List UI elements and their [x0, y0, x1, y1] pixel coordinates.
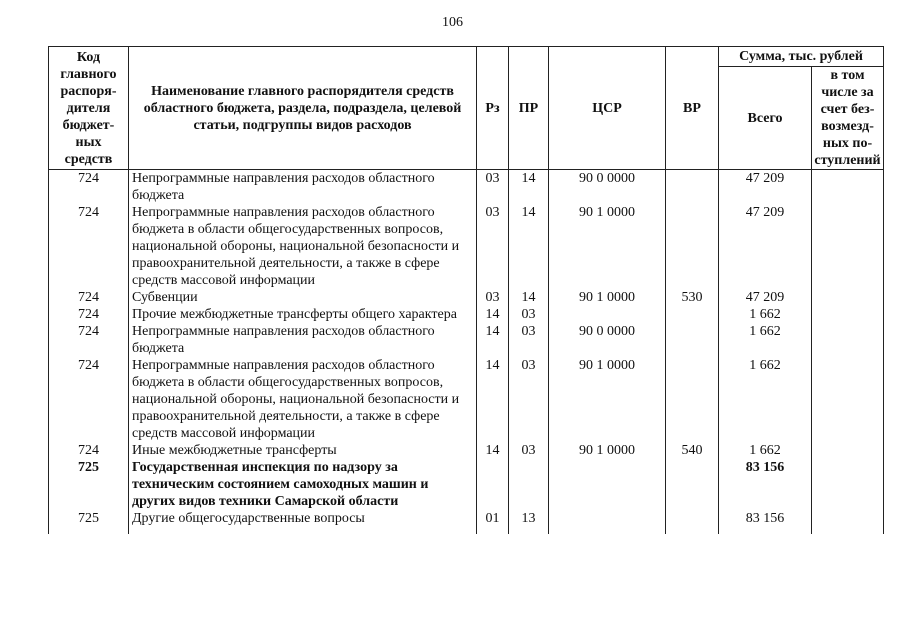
- cell-csr: 90 1 0000: [549, 289, 666, 306]
- cell-free: [812, 170, 884, 205]
- table-row: [49, 204, 884, 289]
- cell-total: 1 662: [719, 323, 812, 357]
- cell-total: 1 662: [719, 357, 812, 442]
- cell-name: Непрограммные направления расходов областного бюджета: [129, 170, 477, 205]
- cell-vr: [666, 459, 719, 510]
- table-row: [49, 306, 884, 323]
- cell-total: 1 662: [719, 442, 812, 459]
- cell-vr: 540: [666, 442, 719, 459]
- header-csr: ЦСР: [549, 47, 666, 170]
- cell-code: 724: [49, 442, 129, 459]
- cell-code: 724: [49, 306, 129, 323]
- cell-free: [812, 306, 884, 323]
- cell-pr: 03: [509, 357, 549, 442]
- cell-vr: [666, 204, 719, 289]
- cell-code: 725: [49, 510, 129, 534]
- cell-csr: 90 0 0000: [549, 323, 666, 357]
- cell-vr: [666, 510, 719, 534]
- cell-csr: 90 1 0000: [549, 442, 666, 459]
- cell-vr: [666, 357, 719, 442]
- cell-rz: 14: [477, 442, 509, 459]
- cell-code: 725: [49, 459, 129, 510]
- cell-name: Прочие межбюджетные трансферты общего характера: [129, 306, 477, 323]
- cell-vr: [666, 306, 719, 323]
- cell-free: [812, 442, 884, 459]
- cell-total: 83 156: [719, 459, 812, 510]
- cell-name: Непрограммные направления расходов областного бюджета: [129, 323, 477, 357]
- cell-rz: 03: [477, 289, 509, 306]
- cell-csr: 90 1 0000: [549, 357, 666, 442]
- cell-csr: 90 1 0000: [549, 204, 666, 289]
- cell-total: 1 662: [719, 306, 812, 323]
- table-row: [49, 442, 884, 459]
- cell-name: Непрограммные направления расходов областного бюджета в области общегосударственных вопросов, национальной обороны, национальной безопасности и правоохранительной деятельности, а также в сфере средств массовой информации: [129, 204, 477, 289]
- cell-free: [812, 323, 884, 357]
- cell-rz: [477, 459, 509, 510]
- cell-free: [812, 459, 884, 510]
- cell-code: 724: [49, 289, 129, 306]
- table-row: [49, 459, 884, 510]
- header-total: Всего: [719, 67, 812, 170]
- header-free: в том числе за счет без-возмезд-ных по-ступлений: [812, 67, 884, 170]
- cell-name: Непрограммные направления расходов областного бюджета в области общегосударственных вопросов, национальной обороны, национальной безопасности и правоохранительной деятельности, а также в сфере средств массовой информации: [129, 357, 477, 442]
- table-row: [49, 510, 884, 534]
- cell-csr: [549, 306, 666, 323]
- cell-pr: 13: [509, 510, 549, 534]
- table-row: [49, 170, 884, 205]
- cell-pr: 03: [509, 323, 549, 357]
- table-row: [49, 357, 884, 442]
- cell-name: Другие общегосударственные вопросы: [129, 510, 477, 534]
- table-row: [49, 289, 884, 306]
- cell-free: [812, 289, 884, 306]
- cell-code: 724: [49, 323, 129, 357]
- cell-rz: 14: [477, 357, 509, 442]
- cell-total: 83 156: [719, 510, 812, 534]
- cell-rz: 03: [477, 170, 509, 205]
- cell-pr: 14: [509, 170, 549, 205]
- page-number: 106: [442, 15, 463, 30]
- cell-csr: 90 0 0000: [549, 170, 666, 205]
- cell-free: [812, 357, 884, 442]
- cell-pr: 14: [509, 204, 549, 289]
- header-code: Код главного распоря-дителя бюджет-ных средств: [49, 47, 129, 170]
- header-sum: Сумма, тыс. рублей: [719, 47, 884, 67]
- cell-free: [812, 204, 884, 289]
- cell-total: 47 209: [719, 170, 812, 205]
- cell-vr: [666, 323, 719, 357]
- cell-code: 724: [49, 357, 129, 442]
- cell-code: 724: [49, 170, 129, 205]
- cell-total: 47 209: [719, 289, 812, 306]
- cell-vr: 530: [666, 289, 719, 306]
- cell-name: Государственная инспекция по надзору за техническим состоянием самоходных машин и других видов техники Самарской области: [129, 459, 477, 510]
- cell-pr: 03: [509, 306, 549, 323]
- header-name: Наименование главного распорядителя средств областного бюджета, раздела, подраздела, целевой статьи, подгруппы видов расходов: [129, 47, 477, 170]
- table-body: [49, 170, 884, 535]
- table-header: [49, 47, 884, 170]
- header-vr: ВР: [666, 47, 719, 170]
- budget-table: [48, 46, 884, 534]
- cell-total: 47 209: [719, 204, 812, 289]
- cell-rz: 01: [477, 510, 509, 534]
- cell-pr: [509, 459, 549, 510]
- cell-name: Иные межбюджетные трансферты: [129, 442, 477, 459]
- cell-pr: 14: [509, 289, 549, 306]
- cell-rz: 14: [477, 306, 509, 323]
- header-pr: ПР: [509, 47, 549, 170]
- cell-code: 724: [49, 204, 129, 289]
- cell-rz: 03: [477, 204, 509, 289]
- cell-name: Субвенции: [129, 289, 477, 306]
- cell-csr: [549, 510, 666, 534]
- cell-pr: 03: [509, 442, 549, 459]
- cell-csr: [549, 459, 666, 510]
- cell-free: [812, 510, 884, 534]
- header-rz: Рз: [477, 47, 509, 170]
- table-row: [49, 323, 884, 357]
- cell-rz: 14: [477, 323, 509, 357]
- cell-vr: [666, 170, 719, 205]
